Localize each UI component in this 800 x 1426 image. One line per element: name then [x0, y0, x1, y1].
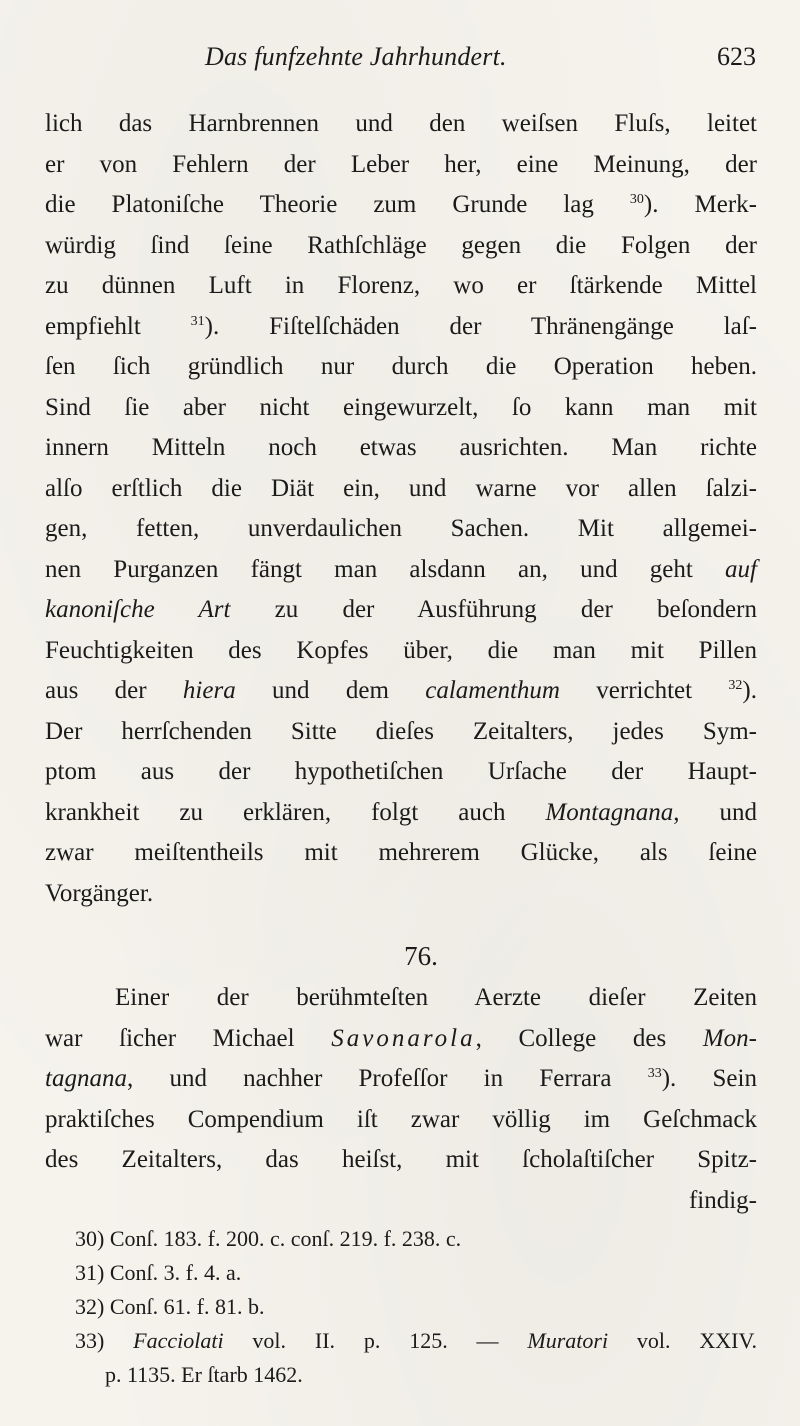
text-line [45, 712, 757, 753]
italic-text: Facciolati [133, 1328, 224, 1353]
footnote [75, 1358, 757, 1392]
text-line [45, 752, 757, 793]
italic-text: Mon- [702, 1024, 757, 1052]
text-run: krankheit zu erklären, folgt auch [45, 798, 546, 826]
text-run: zu dünnen Luft in Florenz, wo er ſtärkende Mittel [45, 272, 757, 299]
text-run: praktiſches Compendium iſt zwar völlig im Geſchmack [45, 1105, 757, 1133]
text-line [45, 1140, 757, 1181]
text-line [45, 104, 757, 145]
text-run: ). Sein [661, 1065, 757, 1092]
footnote [75, 1256, 757, 1290]
text-line [45, 307, 757, 348]
text-run: empfiehlt [45, 312, 191, 340]
text-run: würdig ſind ſeine Rathſchläge gegen die Folgen der [45, 231, 757, 259]
italic-text: Muratori [527, 1328, 609, 1353]
text-run: ). [742, 677, 757, 704]
body-text [45, 104, 757, 1221]
text-run: ). Merk- [643, 191, 757, 218]
section-number: 76. [404, 941, 438, 971]
text-run: ſen ſich gründlich nur durch die Operation heben. [45, 353, 757, 380]
footnote-reference: 33 [647, 1066, 662, 1081]
text-run: 32) Conſ. 61. f. 81. b. [75, 1294, 265, 1319]
text-run: Der herrſchenden Sitte dieſes Zeitalters, jedes Sym- [45, 717, 757, 745]
text-line [45, 590, 757, 631]
text-run: er von Fehlern der Leber her, eine Meinung, der [45, 150, 757, 178]
italic-text: hiera [182, 677, 236, 704]
text-run: 31) Conſ. 3. f. 4. a. [75, 1260, 242, 1285]
italic-text: calamenthum [425, 677, 560, 704]
text-line [45, 874, 757, 915]
text-run: 30) Conſ. 183. f. 200. c. conſ. 219. f. 238. c. [75, 1226, 462, 1251]
text-run: aus der [45, 677, 183, 704]
italic-text: tagnana [45, 1065, 127, 1092]
text-run: lich das Harnbrennen und den weiſsen Fluſs, leitet [45, 110, 757, 137]
text-run: Feuchtigkeiten des Kopfes über, die man mit Pillen [45, 636, 757, 664]
footnote-reference: 30 [629, 192, 644, 207]
spaced-name: Savonarola [331, 1024, 476, 1052]
text-run: p. 1135. Er ſtarb 1462. [105, 1362, 303, 1387]
text-run: Sind ſie aber nicht eingewurzelt, ſo kann man mit [45, 393, 757, 421]
text-run: verrichtet [559, 677, 729, 704]
page-header [0, 40, 800, 80]
text-run: Vorgänger. [45, 879, 154, 907]
text-line [45, 1059, 757, 1100]
paragraph-1 [45, 104, 757, 914]
text-run: und dem [235, 677, 426, 704]
text-run: des Zeitalters, das heiſst, mit ſcholaſtiſcher Spitz- [45, 1146, 757, 1173]
footnote-reference: 32 [728, 678, 743, 693]
italic-text: Montagnana [545, 798, 674, 826]
text-run: zu der Ausführung der beſondern [230, 596, 757, 623]
text-line [45, 266, 757, 307]
text-line [45, 509, 757, 550]
text-run: findig- [688, 1186, 757, 1214]
footnote [75, 1290, 757, 1324]
text-run: , und nachher Profeſſor in Ferrara [126, 1065, 648, 1092]
text-line [45, 347, 757, 388]
text-run: alſo erſtlich die Diät ein, und warne vor allen ſalzi- [45, 474, 757, 502]
text-line [45, 550, 757, 591]
text-line [45, 1100, 757, 1141]
text-line [45, 671, 757, 712]
text-run: die Platoniſche Theorie zum Grunde lag [45, 191, 630, 218]
footnote-reference: 31 [190, 313, 205, 329]
text-run: gen, fetten, unverdaulichen Sachen. Mit allgemei- [45, 515, 757, 542]
text-line [45, 1181, 757, 1222]
text-run: , und [673, 798, 757, 826]
text-line [45, 145, 757, 186]
text-run: nen Purganzen fängt man alsdann an, und geht [45, 555, 726, 583]
text-line [45, 631, 757, 672]
text-line [45, 226, 757, 267]
text-line [45, 793, 757, 834]
text-line [45, 833, 757, 874]
italic-text: kanoniſche Art [45, 596, 231, 623]
text-run: zwar meiſtentheils mit mehrerem Glücke, als ſeine [45, 839, 757, 866]
text-run: ptom aus der hypothetiſchen Urſache der Haupt- [45, 758, 757, 785]
italic-text: auf [725, 555, 757, 583]
text-line [45, 185, 757, 226]
footnotes [75, 1222, 757, 1392]
text-run: 33) [75, 1328, 134, 1353]
text-run: vol. XXIV. [608, 1328, 758, 1353]
page-number: 623 [717, 42, 756, 71]
text-run: ). Fiſtelſchäden der Thränengänge laſ- [204, 312, 757, 340]
running-title: Das funfzehnte Jahrhundert. [205, 42, 507, 71]
text-line [45, 978, 757, 1019]
text-line [45, 388, 757, 429]
text-run: Einer der berühmteſten Aerzte dieſer Zeiten [115, 984, 757, 1011]
text-line [45, 469, 757, 510]
text-line [45, 428, 757, 469]
text-run: innern Mitteln noch etwas ausrichten. Man richte [45, 434, 757, 461]
footnote [75, 1324, 757, 1358]
text-run: , College des [475, 1024, 703, 1052]
text-run: war ſicher Michael [45, 1024, 332, 1052]
paragraph-2 [45, 978, 757, 1221]
text-line [45, 1019, 757, 1060]
footnote [75, 1222, 757, 1256]
text-run: vol. II. p. 125. — [223, 1328, 528, 1353]
